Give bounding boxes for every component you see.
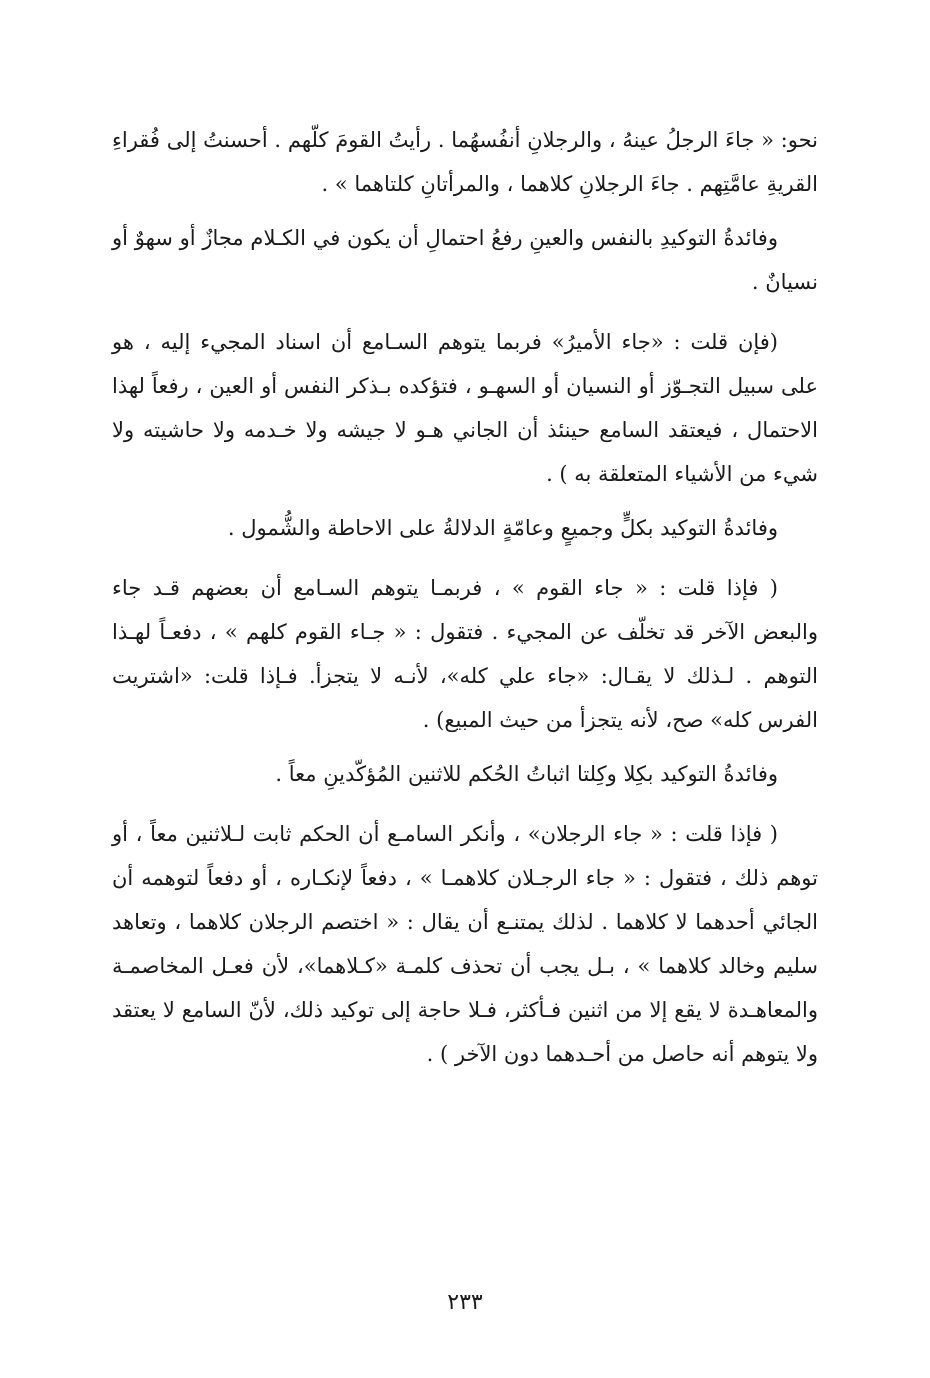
paragraph-explanation-rajulan: ( فإذا قلت : « جاء الرجلان» ، وأنكر السامـع أن الحكم ثابت لـلاثنين معاً ، أو توهم ذلك ، فتقول : « جاء الرجـلان كلاهمـا » ، دفعاً لإنكـاره ، أو دفعاً لتوهمه أن الجائي أحدهما لا كلاهما . لذلك يمتنـع أن يقال : « اختصم الرجلان كلاهما ، وتعاهد سليم وخالد كلاهما » ، بـل يجب أن تحذف كلمـة «كـلاهما»، لأن فعـل المخاصمـة والمعاهـدة لا يقع إلا من اثنين فـأكثر، فـلا حاجة إلى توكيد ذلك، لأنّ السامع لا يعتقد ولا يتوهم أنه حاصل من أحـدهما دون الآخر ) .: [112, 822, 818, 1066]
paragraph-benefit-nafs-ayn: وفائدةُ التوكيدِ بالنفس والعينِ رفعُ احتمالِ أن يكون في الكـلام مجازٌ أو سهوٌ أو نسيانٌ .: [112, 226, 818, 294]
paragraph-benefit-kull: وفائدةُ التوكيد بكلٍّ وجميعٍ وعامّةٍ الدلالةُ على الاحاطة والشُّمول .: [227, 516, 778, 540]
page-number: ٢٣٣: [447, 1290, 483, 1315]
paragraph-benefit-kila-kilta: وفائدةُ التوكيد بكِلا وكِلتا اثباتُ الحُكم للاثنين المُؤكّدينِ معاً .: [275, 762, 778, 786]
paragraph-explanation-qawm: ( فإذا قلت : « جاء القوم » ، فربمـا يتوهم السـامع أن بعضهم قـد جاء والبعض الآخر قد تخلّف عن المجيء . فتقول : « جـاء القوم كلهم » ، دفعـاً لهـذا التوهم . لـذلك لا يقـال: «جاء علي كله»، لأنـه لا يتجزأ. فـإذا قلت: «اشتريت الفرس كله» صح، لأنه يتجزأ من حيث المبيع) .: [112, 576, 818, 732]
paragraph-explanation-amir: (فإن قلت : «جاء الأميرُ» فربما يتوهم السـامع أن اسناد المجيء إليه ، هو على سبيل التجـوّز أو النسيان أو السهـو ، فتؤكده بـذكر النفس أو العين ، رفعاً لهذا الاحتمال ، فيعتقد السامع حينئذ أن الجاني هـو لا جيشه ولا خـدمه ولا حاشيته ولا شيء من الأشياء المتعلقة به ) .: [112, 330, 818, 486]
paragraph-examples: نحو: « جاءَ الرجلُ عينهُ ، والرجلانِ أنفُسهُما . رأيتُ القومَ كلّهم . أحسنتُ إلى فُقراءِ القريةِ عامَّتِهم . جاءَ الرجلانِ كلاهما ، والمرأتانِ كلتاهما » .: [112, 128, 818, 196]
page-body: [112, 118, 818, 1076]
